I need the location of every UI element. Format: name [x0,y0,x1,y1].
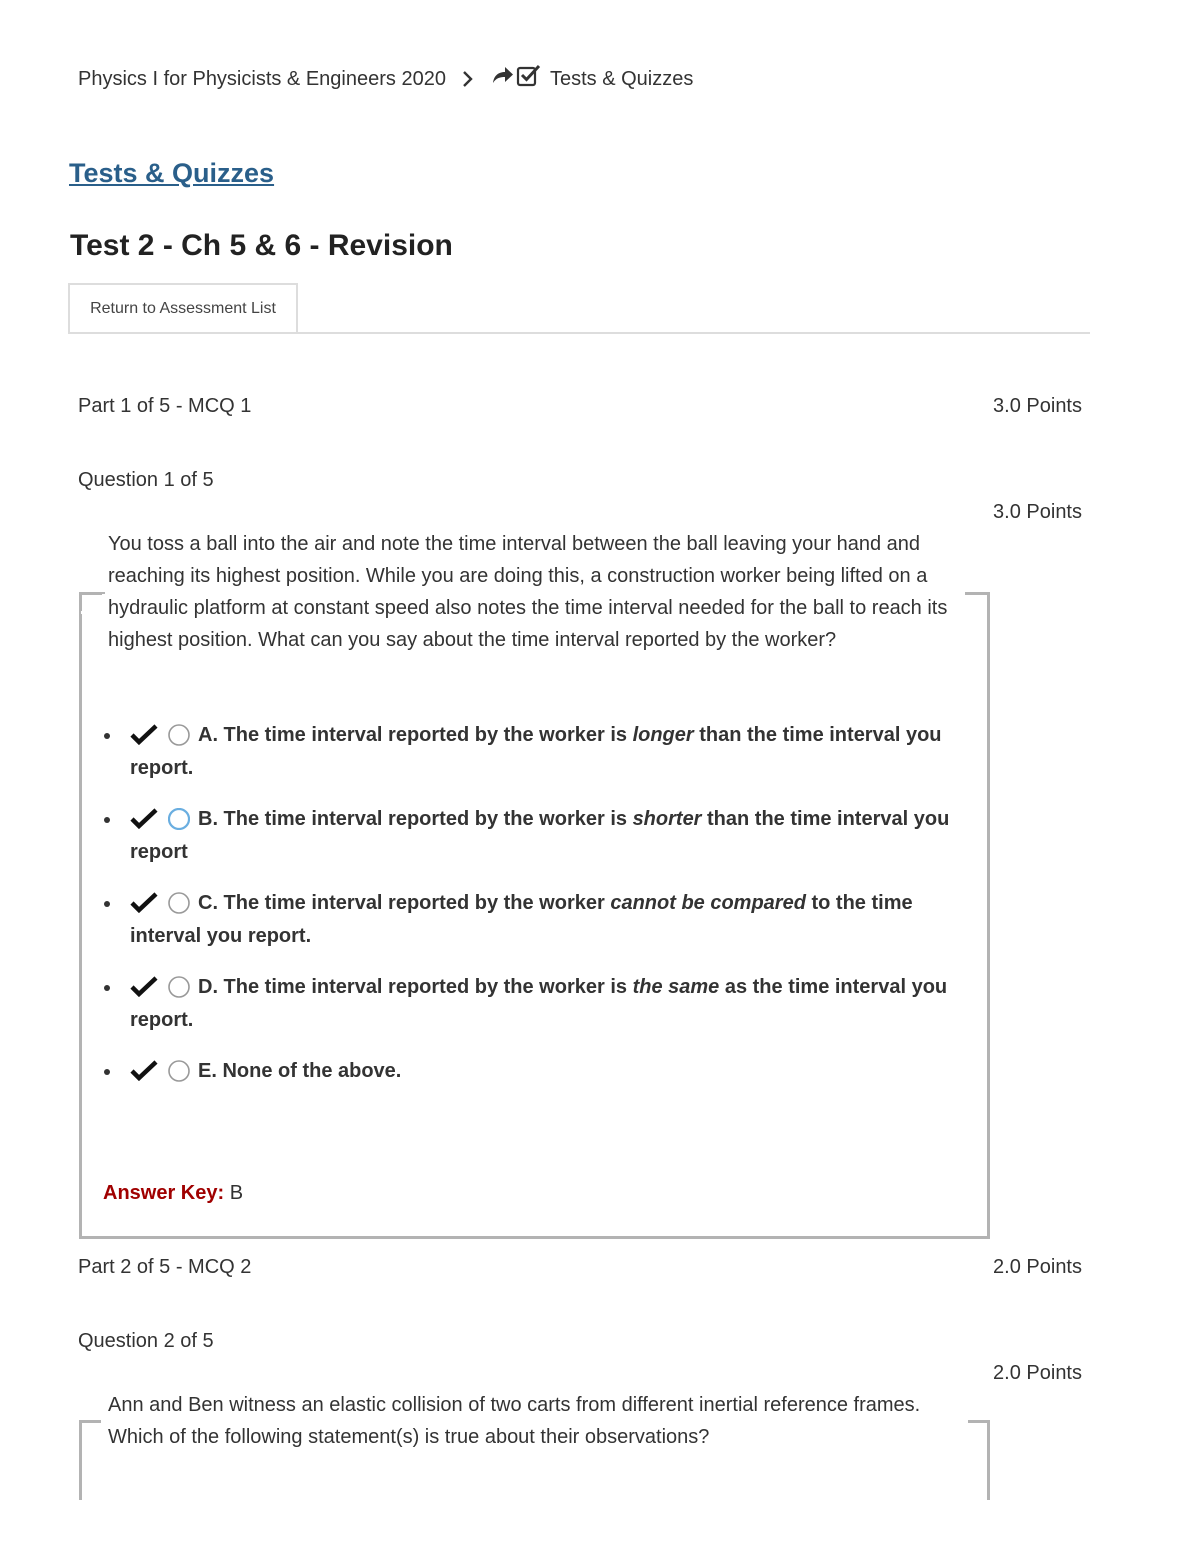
answer-a-emphasis: longer [632,724,694,746]
question-2-frame-left [79,1420,82,1500]
answer-option-d [102,971,982,1037]
radio-button[interactable] [168,1060,190,1082]
answer-a-text-start: A. The time interval reported by the worker is [198,724,633,746]
answer-c-text-end: to the time interval you report. [130,892,913,947]
question-2-label: Question 2 of 5 [78,1330,214,1352]
answer-d-text-start: D. The time interval reported by the worker is [198,976,633,998]
answer-key [103,1182,243,1205]
question-1-answers [102,719,982,1106]
checkmark-icon [130,723,158,745]
answer-c-emphasis: cannot be compared [610,892,806,914]
bullet [104,901,110,907]
answer-option-e [102,1055,982,1088]
part-2-points: 2.0 Points [993,1256,1082,1278]
question-2-points: 2.0 Points [993,1362,1082,1384]
breadcrumb-site-link[interactable]: Physics I for Physicists & Engineers 2020 [78,67,446,90]
tab-divider [68,332,1090,334]
answer-a-text-end: than the time interval you report. [130,724,942,779]
question-2-frame-right [987,1420,990,1500]
answer-b-text-start: B. The time interval reported by the worker is [198,808,633,830]
share-arrow-icon [492,66,514,92]
answer-d-emphasis: the same [632,976,720,998]
answer-c-text-start: C. The time interval reported by the worker [198,892,611,914]
breadcrumb-tool-label: Tests & Quizzes [549,67,694,90]
tool-icon-group [492,64,542,94]
question-2-frame-top-right [968,1420,990,1423]
checkmark-icon [130,807,158,829]
question-2-text: Ann and Ben witness an elastic collision of two carts from different inertial reference frames. Which of the following statement(s) is true about their observations? [108,1394,921,1448]
answer-option-a [102,719,982,785]
part-1-title: Part 1 of 5 - MCQ 1 [78,395,252,417]
question-1-points: 3.0 Points [993,501,1082,523]
answer-b-emphasis: shorter [632,808,702,830]
radio-button[interactable] [168,724,190,746]
question-1-text: You toss a ball into the air and note the time interval between the ball leaving your hand and reaching its highest position. While you are doing this, a construction worker being lifted on a hydraulic platform at constant speed also notes the time interval needed for the ball to reach its highest position. What can you say about the time interval reported by the worker? [108,533,948,651]
answer-key-value: B [224,1182,244,1204]
answer-option-b [102,803,982,869]
radio-button[interactable] [168,892,190,914]
answer-option-c [102,887,982,953]
radio-button-selected[interactable] [168,808,190,830]
bullet [104,733,110,739]
answer-b-text-end: than the time interval you report [130,808,950,863]
question-1-label: Question 1 of 5 [78,469,214,491]
tests-quizzes-link[interactable]: Tests & Quizzes [69,158,275,188]
page-title: Test 2 - Ch 5 & 6 - Revision [70,229,453,262]
checkbox-checked-icon [516,64,542,94]
answer-d-text-end: as the time interval you report. [130,976,948,1031]
return-to-assessment-list-tab[interactable]: Return to Assessment List [68,283,298,333]
part-2-title: Part 2 of 5 - MCQ 2 [78,1256,252,1278]
breadcrumb [78,64,693,94]
answer-key-label: Answer Key: [103,1182,225,1204]
question-2-frame-top-left [79,1420,101,1423]
answer-e-text: E. None of the above. [198,1060,402,1082]
checkmark-icon [130,891,158,913]
checkmark-icon [130,975,158,997]
part-1-points: 3.0 Points [993,395,1082,417]
bullet [104,985,110,991]
checkmark-icon [130,1059,158,1081]
bullet [104,817,110,823]
bullet [104,1069,110,1075]
radio-button[interactable] [168,976,190,998]
chevron-right-icon [462,69,476,89]
frame-corner-left [79,592,102,611]
